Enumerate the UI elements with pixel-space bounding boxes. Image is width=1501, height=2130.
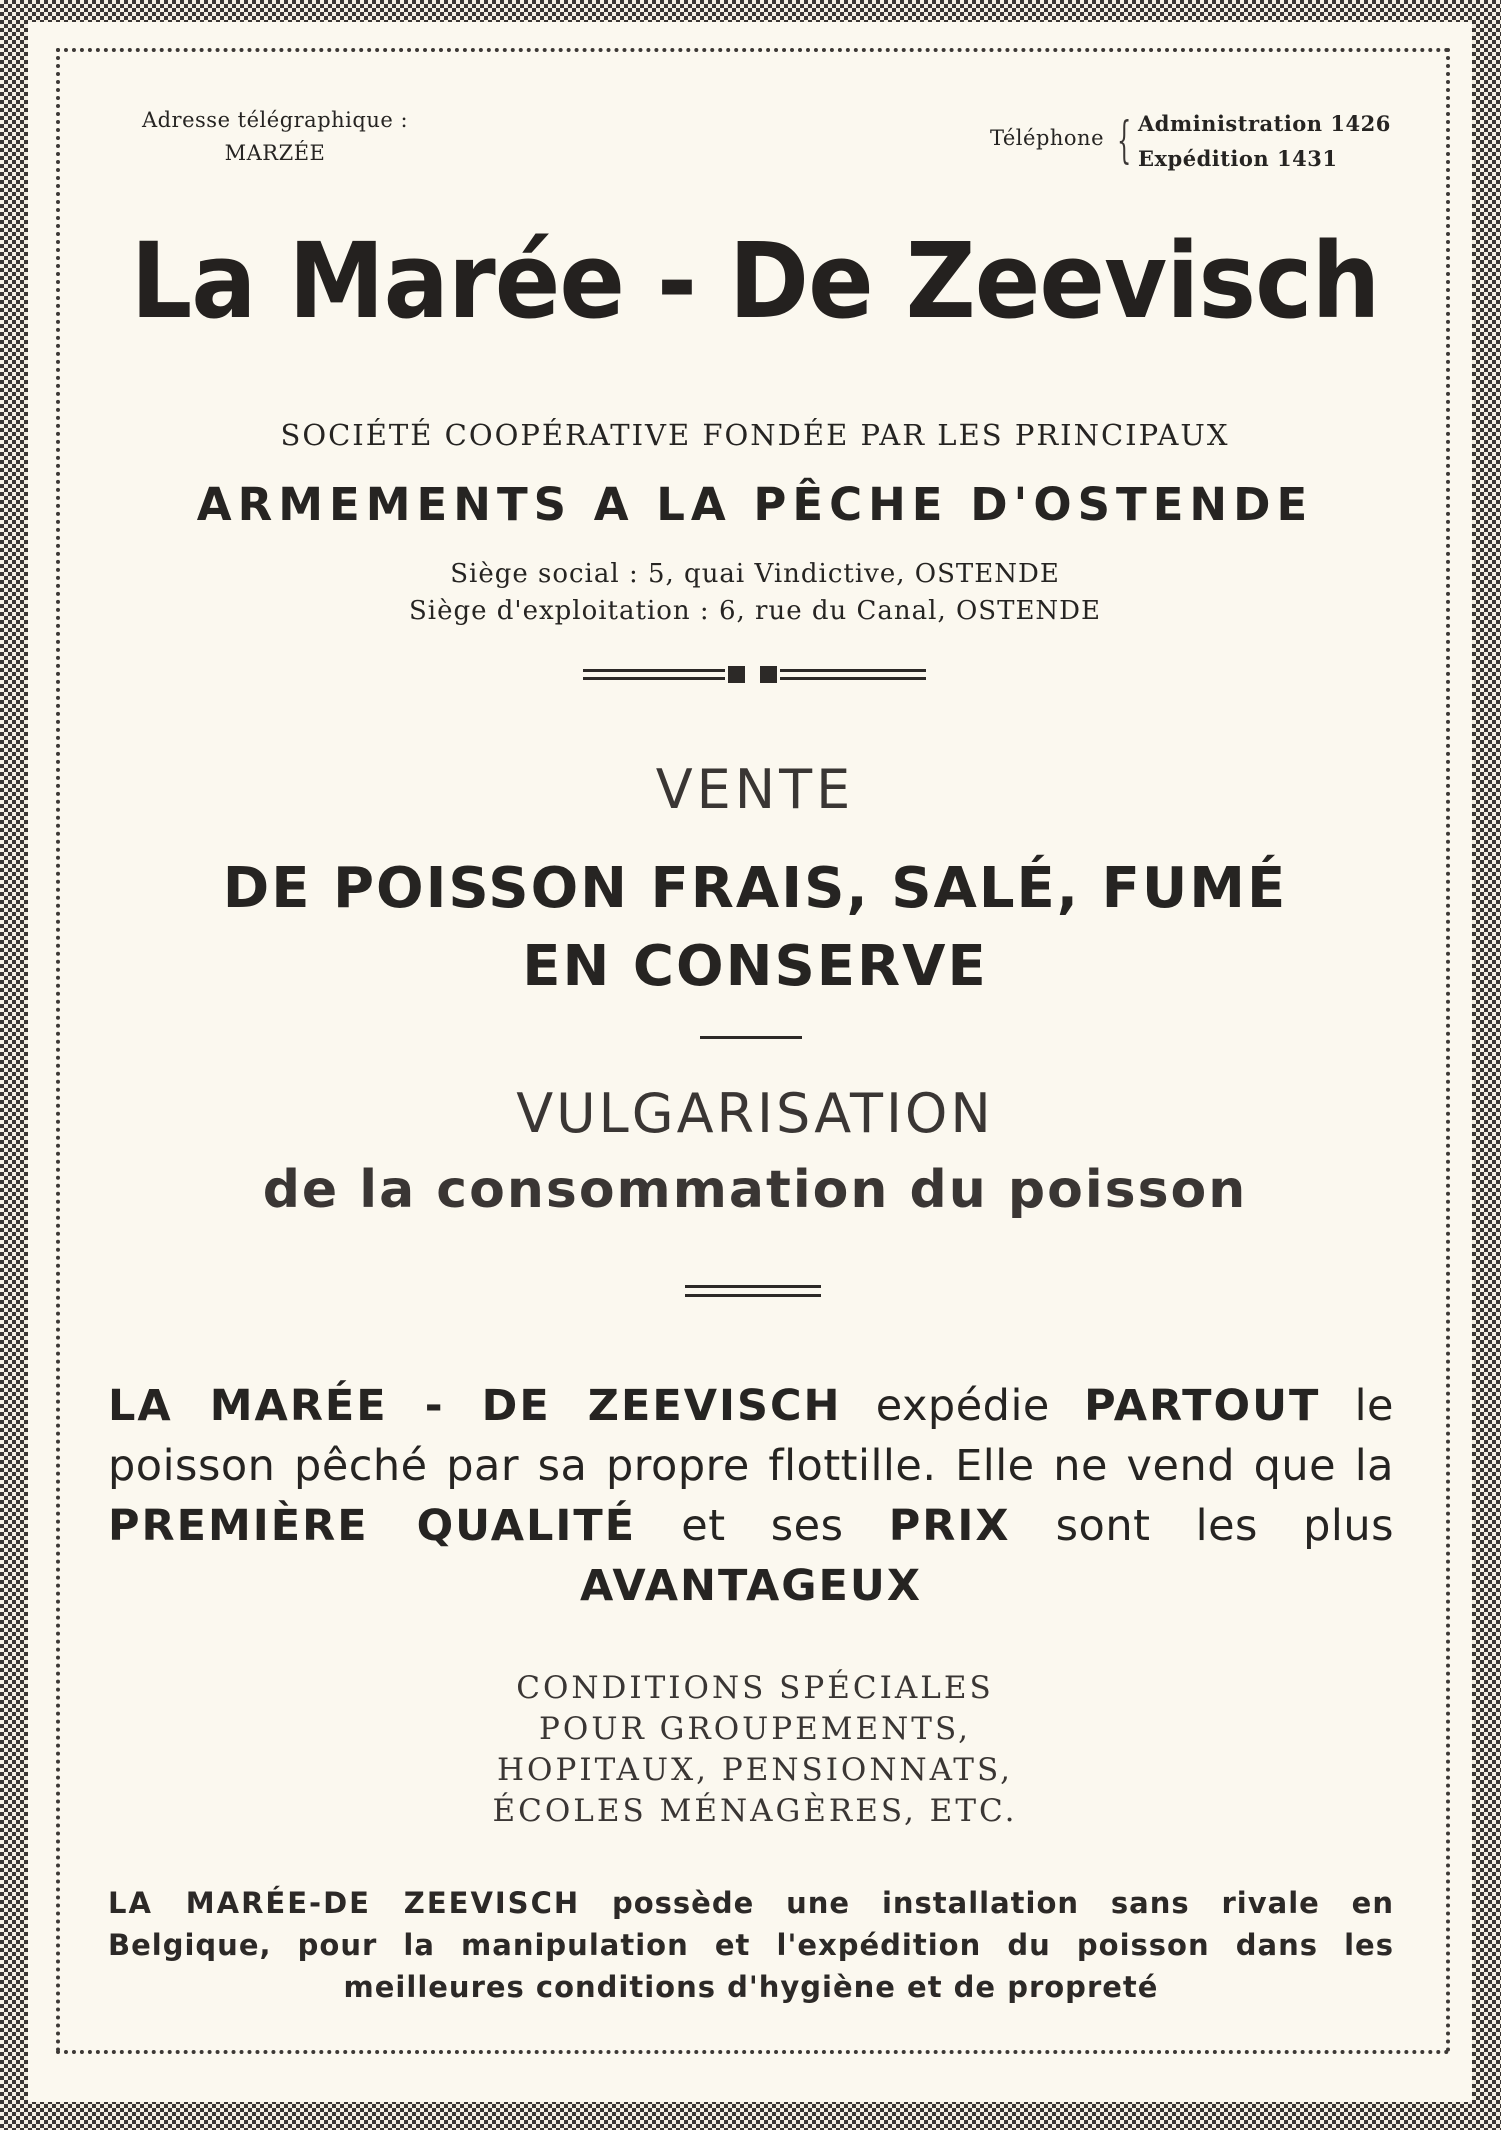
phone-admin: Administration 1426 bbox=[1138, 111, 1391, 136]
para-text-2: le poisson pêché par sa propre flottille. Elle ne vend que la bbox=[108, 1381, 1394, 1491]
heading-vente: VENTE bbox=[655, 758, 855, 821]
main-paragraph bbox=[108, 1376, 1394, 1616]
special-conditions bbox=[60, 1668, 1450, 1832]
heading-poisson bbox=[60, 850, 1450, 1006]
para-avantageux: AVANTAGEUX bbox=[580, 1561, 922, 1611]
conditions-line: CONDITIONS SPÉCIALES bbox=[516, 1670, 994, 1706]
para-qualite: PREMIÈRE QUALITÉ bbox=[108, 1501, 637, 1551]
para-brand: LA MARÉE - DE ZEEVISCH bbox=[108, 1381, 842, 1431]
conditions-line: POUR GROUPEMENTS, bbox=[539, 1711, 971, 1747]
conditions-line: HOPITAUX, PENSIONNATS, bbox=[497, 1752, 1013, 1788]
address-social: Siège social : 5, quai Vindictive, OSTENDE bbox=[450, 559, 1060, 589]
subtitle-cooperative: SOCIÉTÉ COOPÉRATIVE FONDÉE PAR LES PRINCIPAUX bbox=[280, 418, 1230, 452]
conditions-line: ÉCOLES MÉNAGÈRES, ETC. bbox=[492, 1793, 1018, 1829]
phone-label: Téléphone bbox=[990, 126, 1105, 150]
para-text-1: expédie bbox=[841, 1381, 1085, 1431]
poisson-line-2: EN CONSERVE bbox=[522, 934, 988, 999]
footer-paragraph bbox=[108, 1882, 1394, 2008]
phone-numbers bbox=[1138, 106, 1391, 176]
address-exploitation: Siège d'exploitation : 6, rue du Canal, OSTENDE bbox=[408, 596, 1102, 626]
telegraph-value: MARZÉE bbox=[224, 141, 326, 165]
footer-text: possède une installation sans rivale en Belgique, pour la manipulation et l'expédition du poisson dans les meilleures conditions d'hygiène et de propreté bbox=[108, 1886, 1394, 2004]
phone-exped: Expédition 1431 bbox=[1138, 146, 1338, 171]
heading-vulgarisation: VULGARISATION bbox=[516, 1082, 994, 1145]
para-text-4: sont les plus bbox=[1010, 1501, 1394, 1551]
page-title: La Marée - De Zeevisch bbox=[130, 220, 1380, 342]
short-divider bbox=[700, 1036, 802, 1039]
brace-icon: { bbox=[1117, 111, 1132, 169]
para-prix: PRIX bbox=[888, 1501, 1011, 1551]
subtitle-armements: ARMEMENTS A LA PÊCHE D'OSTENDE bbox=[196, 478, 1314, 531]
telegraph-address bbox=[115, 104, 435, 170]
addresses bbox=[60, 556, 1450, 630]
para-partout: PARTOUT bbox=[1084, 1381, 1321, 1431]
para-text-3: et ses bbox=[636, 1501, 889, 1551]
heading-consommation: de la consommation du poisson bbox=[262, 1160, 1248, 1220]
phone-block bbox=[990, 106, 1410, 176]
poisson-line-1: DE POISSON FRAIS, SALÉ, FUMÉ bbox=[222, 856, 1288, 921]
telegraph-label: Adresse télégraphique : bbox=[141, 108, 409, 132]
footer-brand: LA MARÉE-DE ZEEVISCH bbox=[108, 1886, 581, 1920]
